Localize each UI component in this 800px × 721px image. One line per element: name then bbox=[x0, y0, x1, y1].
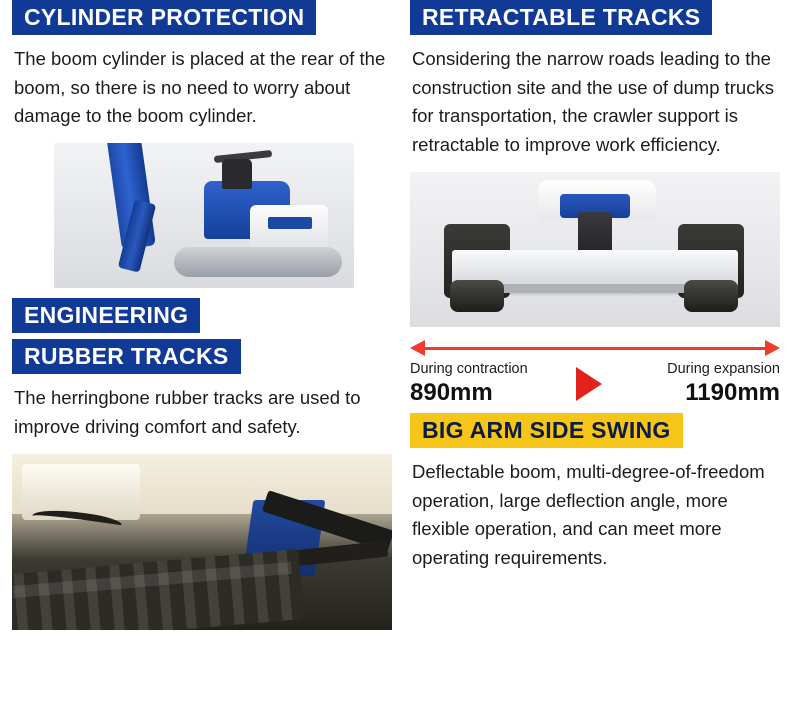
arrow-left-icon bbox=[410, 340, 425, 356]
machine-body-shape bbox=[250, 205, 328, 253]
rubber-tracks-image bbox=[12, 454, 392, 630]
section-cylinder-protection bbox=[12, 0, 392, 288]
big-arm-side-swing-heading: BIG ARM SIDE SWING bbox=[410, 413, 683, 448]
cylinder-protection-heading: CYLINDER PROTECTION bbox=[12, 0, 316, 35]
expansion-caption: During expansion bbox=[667, 360, 780, 377]
cylinder-protection-banner-wrap bbox=[12, 0, 392, 35]
left-wheel-shape bbox=[450, 280, 504, 312]
section-rubber-tracks bbox=[12, 298, 392, 630]
cylinder-protection-image bbox=[54, 143, 354, 288]
expansion-value: 1190mm bbox=[685, 379, 780, 407]
retractable-tracks-heading: RETRACTABLE TRACKS bbox=[410, 0, 712, 35]
machine-decal-shape bbox=[268, 217, 312, 229]
expansion-measure bbox=[667, 361, 780, 408]
arrow-line-shape bbox=[424, 347, 766, 350]
big-arm-banner-wrap bbox=[410, 413, 790, 448]
operator-seat-shape bbox=[222, 159, 252, 189]
engineering-heading-line1: ENGINEERING bbox=[12, 298, 200, 333]
engineering-heading-line2: RUBBER TRACKS bbox=[12, 339, 241, 374]
section-big-arm-side-swing bbox=[410, 413, 790, 573]
track-width-measurement bbox=[410, 337, 780, 413]
rubber-tracks-body: The herringbone rubber tracks are used to improve driving comfort and safety. bbox=[14, 387, 361, 438]
right-wheel-shape bbox=[684, 280, 738, 312]
right-column bbox=[410, 0, 790, 573]
measurement-arrow bbox=[410, 337, 780, 359]
machine-track-shape bbox=[174, 247, 342, 277]
contraction-measure bbox=[410, 361, 528, 408]
cylinder-protection-body: The boom cylinder is placed at the rear of the boom, so there is no need to worry about damage to the boom cylinder. bbox=[14, 48, 386, 127]
big-arm-side-swing-body: Deflectable boom, multi-degree-of-freedom operation, large deflection angle, more flexible operation, and can meet more operating requirements. bbox=[412, 460, 765, 568]
retractable-tracks-image bbox=[410, 172, 780, 327]
play-triangle-icon bbox=[576, 367, 602, 401]
engineering-banner-wrap bbox=[12, 298, 392, 333]
arrow-right-icon bbox=[765, 340, 780, 356]
left-column bbox=[12, 0, 392, 630]
rubber-tracks-banner-wrap bbox=[12, 339, 392, 374]
section-retractable-tracks bbox=[410, 0, 790, 413]
retractable-tracks-body: Considering the narrow roads leading to the construction site and the use of dump trucks for transportation, the crawler support is retractable to improve work efficiency. bbox=[412, 48, 774, 156]
contraction-caption: During contraction bbox=[410, 360, 528, 377]
left-section-spacer bbox=[12, 288, 392, 298]
retractable-tracks-banner-wrap bbox=[410, 0, 790, 35]
contraction-value: 890mm bbox=[410, 379, 493, 407]
